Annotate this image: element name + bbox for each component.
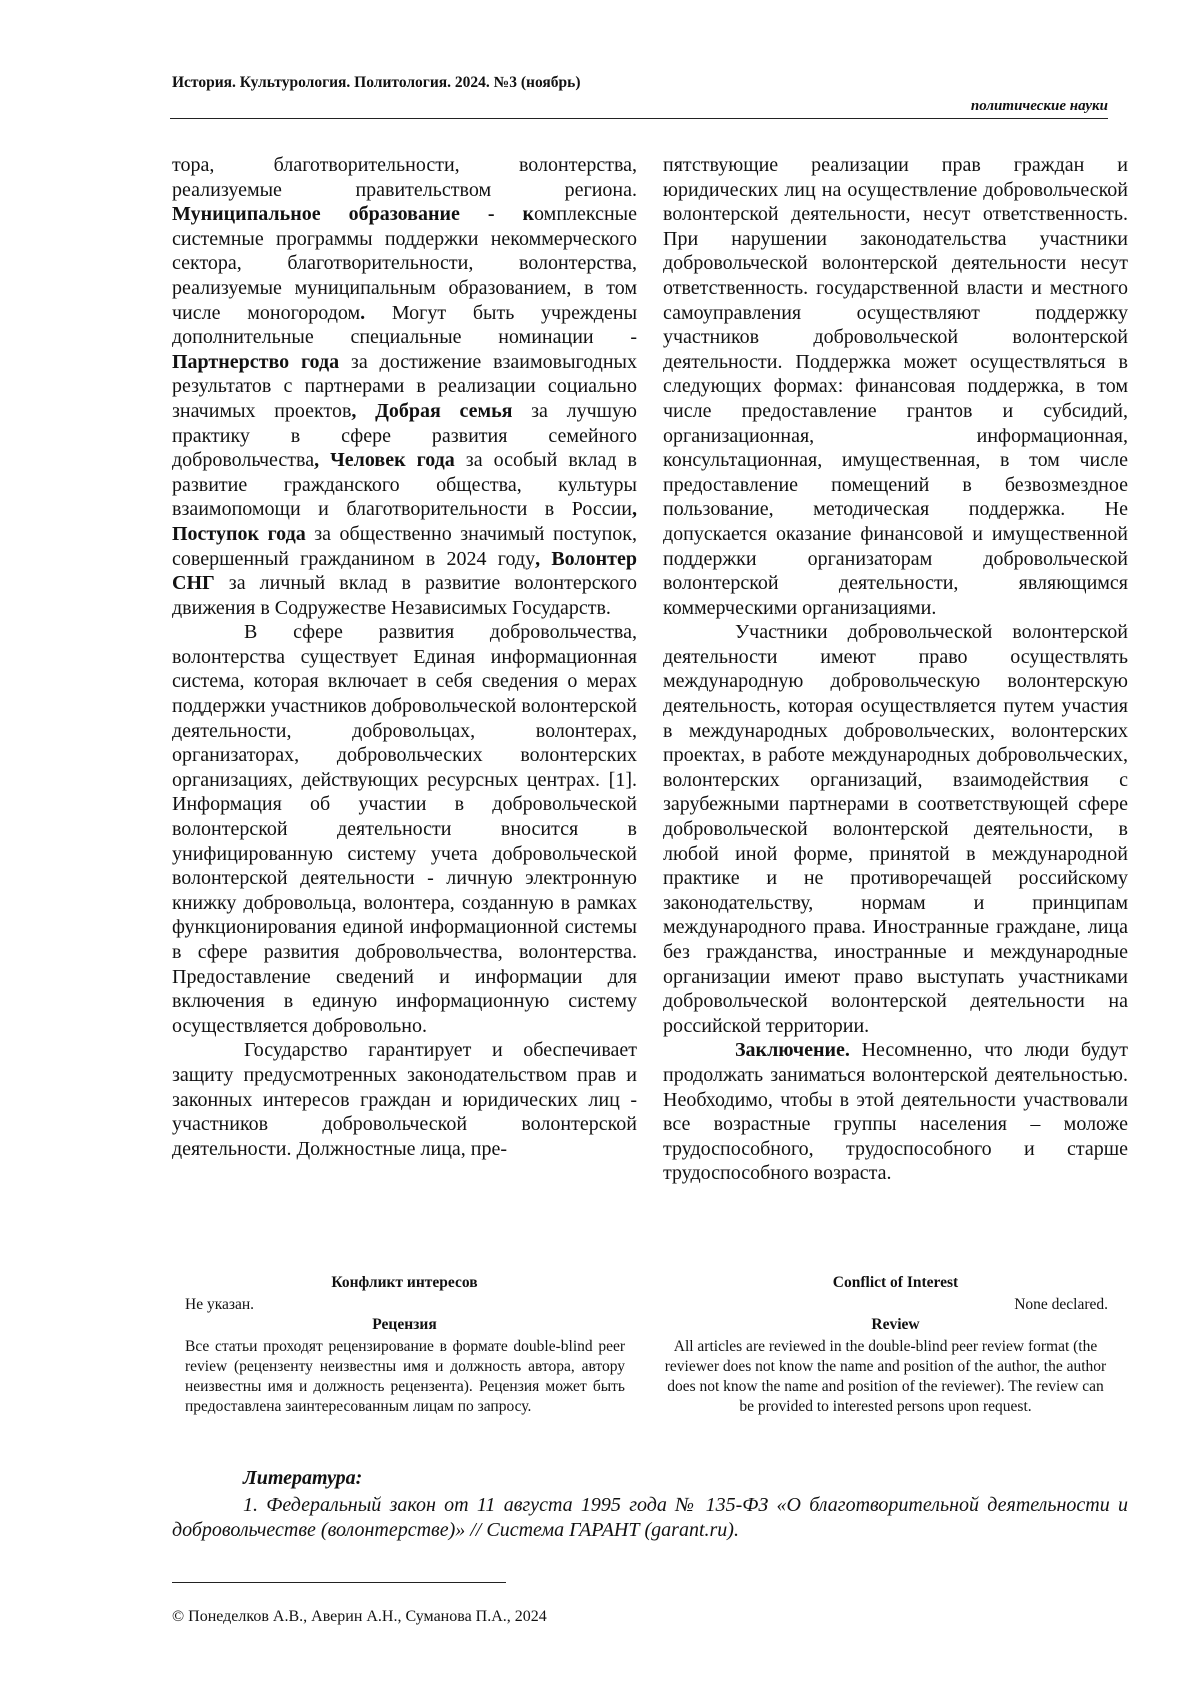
conclusion-text: Несомненно, что люди будут продолжать заниматься волонтерской деятельностью. Необходимо, чтобы в этой деятельности участвовали все возрастные группы населения – моложе трудоспособного, трудоспособного и старше трудоспособного возраста.	[663, 1039, 1128, 1185]
bold-term: , Добрая семья	[351, 399, 513, 422]
text-run: тора, благотворительности, волонтерства, реализуемые правительством региона.	[172, 154, 637, 201]
header-divider	[170, 118, 1108, 119]
bold-term: , Поступок года	[172, 498, 637, 545]
paragraph-international: Участники добровольческой волонтерской деятельности имеют право осуществлять международную добровольческую волонтерскую деятельность, которая осуществляется путем участия в международных добровольческих, волонтерских проектах, в работе международных добровольческих, волонтерских организаций, взаимодействия с зарубежными партнерами в соответствующей сфере добровольческой волонтерской деятельности, в любой иной форме, принятой в международной практике и не противоречащей российскому законодательству, нормам и принципам международного права. Иностранные граждане, лица без гражданства, иностранные и международные организации имеют право выступать участниками добровольческой волонтерской деятельности на российской территории.	[663, 621, 1128, 1037]
paragraph-support-forms: пятствующие реализации прав граждан и юридических лиц на осуществление добровольческой волонтерской деятельности, несут ответственность. При нарушении законодательства участники добровольческой волонтерской деятельности несут ответственность. государственной власти и местного самоуправления осуществляют поддержку участников добровольческой волонтерской деятельности. Поддержка может осуществляться в следующих формах: финансовая поддержка, в том числе предоставление грантов и субсидий, организационная, информационная, консультационная, имущественная, в том числе предоставление помещений в безвозмездное пользование, методическая поддержка. Не допускается оказание финансовой и имущественной поддержки организаторам добровольческой волонтерской деятельности, являющимся коммерческими организациями.	[663, 154, 1128, 619]
bold-term: , Человек года	[314, 449, 455, 472]
review-heading-en: Review	[871, 1316, 920, 1333]
right-column	[663, 153, 1128, 1186]
review-heading-ru: Рецензия	[372, 1316, 437, 1333]
bold-term: Партнерство года	[172, 350, 340, 373]
text-run: за общественно значимый поступок, совершенный гражданином в 2024 году	[172, 522, 637, 570]
conflict-text-en: None declared.	[1014, 1296, 1108, 1313]
literature-item: 1. Федеральный закон от 11 августа 1995 года № 135-ФЗ «О благотворительной деятельности и добровольчестве (волонтерстве)» // Система ГАРАНТ (garant.ru).	[172, 1494, 1128, 1541]
text-run: за лучшую практику в сфере развития семейного добровольчества	[172, 399, 637, 472]
literature-title: Литература:	[243, 1467, 363, 1489]
conflict-heading-ru: Конфликт интересов	[331, 1274, 478, 1291]
review-text-ru: Все статьи проходят рецензирование в формате double-blind peer review (рецензенту неизвестны имя и должность автора, автору неизвестны имя и должность рецензента). Рецензия может быть предоставлена заинтересованным лицам по запросу.	[185, 1338, 625, 1415]
paragraph-state-guarantee: Государство гарантирует и обеспечивает защиту предусмотренных законодательством прав и законных интересов граждан и юридических лиц - участников добровольческой волонтерской деятельности. Должностные лица, пре-	[172, 1039, 637, 1160]
text-run: за особый вклад в развитие гражданского общества, культуры взаимопомощи и благотворительности в России	[172, 449, 637, 521]
conflict-text-ru: Не указан.	[185, 1296, 255, 1313]
text-run: Могут быть учреждены дополнительные специальные номинации -	[172, 301, 638, 349]
text-run: омплексные системные программы поддержки некоммерческого сектора, благотворительности, волонтерства, реализуемые муниципальным образованием, в том числе моногородом	[172, 203, 637, 324]
text-run: за личный вклад в развитие волонтерского движения в Содружестве Независимых Государств.	[172, 572, 637, 619]
text-run: за достижение взаимовыгодных результатов с партнерами в реализации социально значимых проектов	[172, 350, 637, 422]
paragraph-conclusion	[663, 1038, 1128, 1186]
footnote-divider	[172, 1582, 506, 1583]
bold-term: Муниципальное образование - к	[172, 203, 535, 226]
conflict-heading-en: Conflict of Interest	[832, 1274, 959, 1291]
bold-term: , Волонтер СНГ	[172, 547, 637, 595]
left-column	[172, 153, 637, 1161]
journal-title: История. Культурология. Политология. 2024. №3 (ноябрь)	[172, 74, 581, 91]
section-name: политические науки	[970, 98, 1108, 114]
review-text-en: All articles are reviewed in the double-blind peer review format (the reviewer does not know the name and position of the author, the author does not know the name and position of the reviewer). The review can be provided to interested persons upon request.	[664, 1338, 1107, 1415]
conclusion-label: Заключение.	[735, 1039, 850, 1062]
bold-term: .	[360, 301, 366, 324]
paragraph-info-system: В сфере развития добровольчества, волонтерства существует Единая информационная система, которая включает в себя сведения о мерах поддержки участников добровольческой волонтерской деятельности, добровольцах, волонтерах, организаторах, добровольческих волонтерских организациях, действующих ресурсных центрах. [1]. Информация об участии в добровольческой волонтерской деятельности вносится в унифицированную систему учета добровольческой волонтерской деятельности - личную электронную книжку добровольца, волонтера, созданную в рамках функционирования единой информационной системы в сфере развития добровольчества, волонтерства. Предоставление сведений и информации для включения в единую информационную систему осуществляется добровольно.	[172, 621, 638, 1037]
copyright-line: © Понеделков А.В., Аверин А.Н., Суманова П.А., 2024	[172, 1608, 547, 1625]
paragraph-nominations	[172, 153, 637, 620]
